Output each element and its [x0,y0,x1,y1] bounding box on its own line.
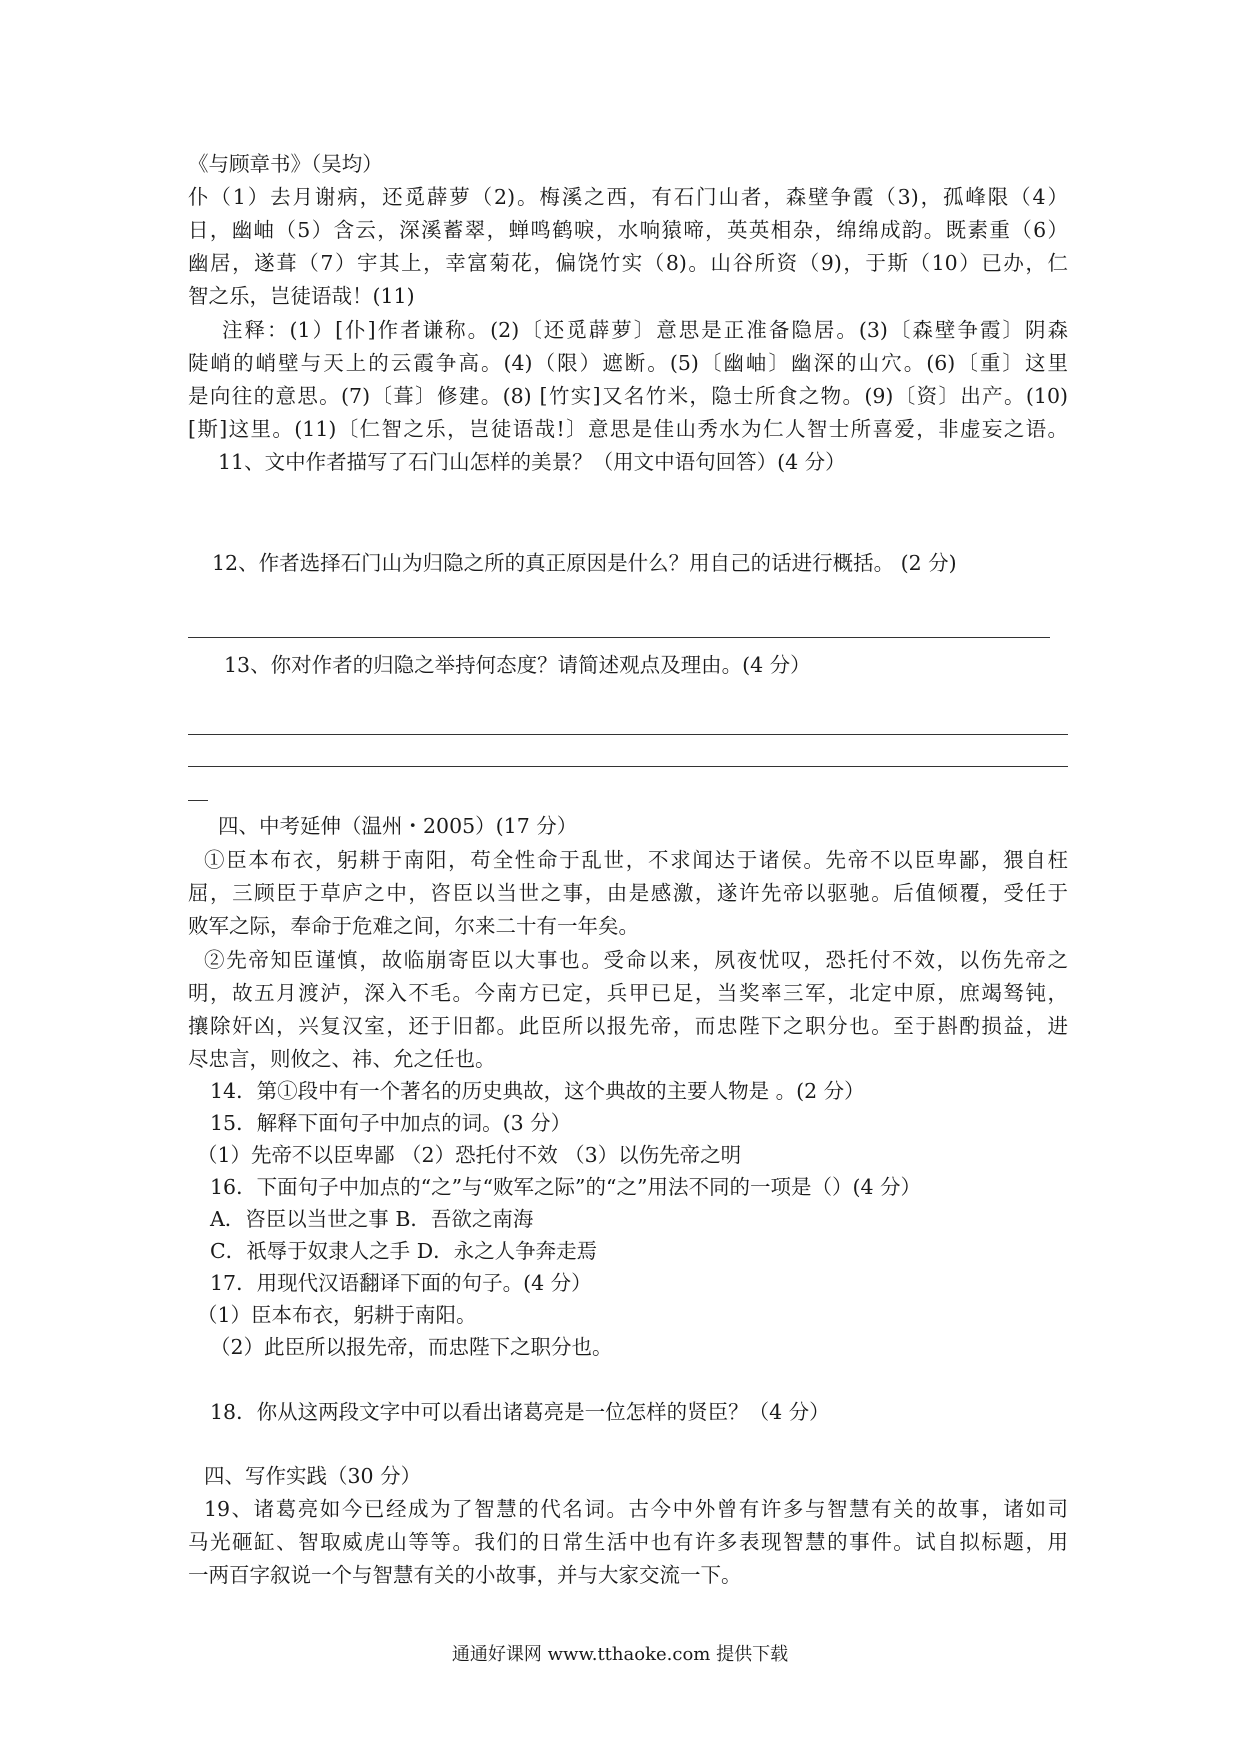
answer-line [188,637,1050,638]
question-15: 15．解释下面句子中加点的词。(3 分） [210,1111,572,1135]
answer-line [188,766,1068,767]
passage-title: 《与顾章书》（吴均） [188,152,383,176]
paragraph-1-line: 败军之际，奉命于危难之间，尔来二十有一年矣。 [188,914,639,938]
notes-line: [斯]这里。(11)〔仁智之乐，岂徒语哉!〕意思是佳山秀水为仁人智士所喜爱，非虚妄之语。 [188,417,1068,441]
question-19-line: 马光砸缸、智取威虎山等等。我们的日常生活中也有许多表现智慧的事件。试自拟标题，用 [188,1530,1068,1554]
passage-line: 智之乐，岂徒语哉！(11) [188,284,415,308]
answer-line-stub [188,800,208,801]
passage-line: 仆（1）去月谢病，还觅薜萝（2)。梅溪之西，有石门山者，森壁争霞（3)，孤峰限（4） [188,185,1068,209]
paragraph-2-line: 明，故五月渡泸，深入不毛。今南方已定，兵甲已足，当奖率三军，北定中原，庶竭驽钝， [188,981,1068,1005]
question-12: 12、作者选择石门山为归隐之所的真正原因是什么？用自己的话进行概括。 (2 分) [212,551,957,575]
question-17-item-2: （2）此臣所以报先帝，而忠陛下之职分也。 [210,1335,613,1359]
notes-line: 陡峭的峭壁与天上的云霞争高。(4)（限）遮断。(5)〔幽岫〕幽深的山穴。(6)〔重〕这里 [188,351,1068,375]
question-16-options-cd: C．祇辱于奴隶人之手 D．永之人争奔走焉 [210,1239,598,1263]
passage-line: 幽居，遂葺（7）宇其上，幸富菊花，偏饶竹实（8)。山谷所资（9)，于斯（10）已办，仁 [188,251,1068,275]
question-13: 13、你对作者的归隐之举持何态度？请简述观点及理由。(4 分） [224,653,811,677]
question-16: 16．下面句子中加点的“之”与“败军之际”的“之”用法不同的一项是（）(4 分） [210,1175,922,1199]
question-14: 14．第①段中有一个著名的历史典故，这个典故的主要人物是 。(2 分） [210,1079,865,1103]
question-15-items: （1）先帝不以臣卑鄙 （2）恐托付不效 （3）以伤先帝之明 [197,1143,742,1167]
question-19-line: 一两百字叙说一个与智慧有关的小故事，并与大家交流一下。 [188,1563,742,1587]
question-17-item-1: （1）臣本布衣，躬耕于南阳。 [197,1303,477,1327]
answer-line [188,734,1068,735]
question-16-options-ab: A．咨臣以当世之事 B．吾欲之南海 [210,1207,534,1231]
footer-credit: 通通好课网 www.tthaoke.com 提供下载 [451,1644,789,1665]
paragraph-2-line: 攘除奸凶，兴复汉室，还于旧都。此臣所以报先帝，而忠陛下之职分也。至于斟酌损益，进 [188,1014,1068,1038]
paragraph-1-line: 屈，三顾臣于草庐之中，咨臣以当世之事，由是感激，遂许先帝以驱驰。后值倾覆，受任于 [188,881,1068,905]
paragraph-1-line: ①臣本布衣，躬耕于南阳，苟全性命于乱世，不求闻达于诸侯。先帝不以臣卑鄙，猥自枉 [204,848,1068,872]
question-17: 17．用现代汉语翻译下面的句子。(4 分） [210,1271,592,1295]
paragraph-2-line: ②先帝知臣谨慎，故临崩寄臣以大事也。受命以来，夙夜忧叹，恐托付不效，以伤先帝之 [204,948,1068,972]
section-heading: 四、写作实践（30 分） [204,1464,422,1488]
section-heading: 四、中考延伸（温州・2005）(17 分） [218,814,578,838]
passage-line: 日，幽岫（5）含云，深溪蓄翠，蝉鸣鹤唳，水响猿啼，英英相杂，绵绵成韵。既素重（6） [188,218,1068,242]
notes-line: 注释：(1）[仆]作者谦称。(2)〔还觅薜萝〕意思是正准备隐居。(3)〔森壁争霞〕阴森 [222,318,1068,342]
notes-line: 是向往的意思。(7)〔葺〕修建。(8) [竹实]又名竹米，隐士所食之物。(9)〔资〕出产。(10) [188,384,1068,408]
question-18: 18．你从这两段文字中可以看出诸葛亮是一位怎样的贤臣？（4 分） [210,1400,830,1424]
question-11: 11、文中作者描写了石门山怎样的美景？（用文中语句回答）(4 分） [218,450,846,474]
paragraph-2-line: 尽忠言，则攸之、祎、允之任也。 [188,1047,496,1071]
question-19-line: 19、诸葛亮如今已经成为了智慧的代名词。古今中外曾有许多与智慧有关的故事，诸如司 [204,1497,1068,1521]
